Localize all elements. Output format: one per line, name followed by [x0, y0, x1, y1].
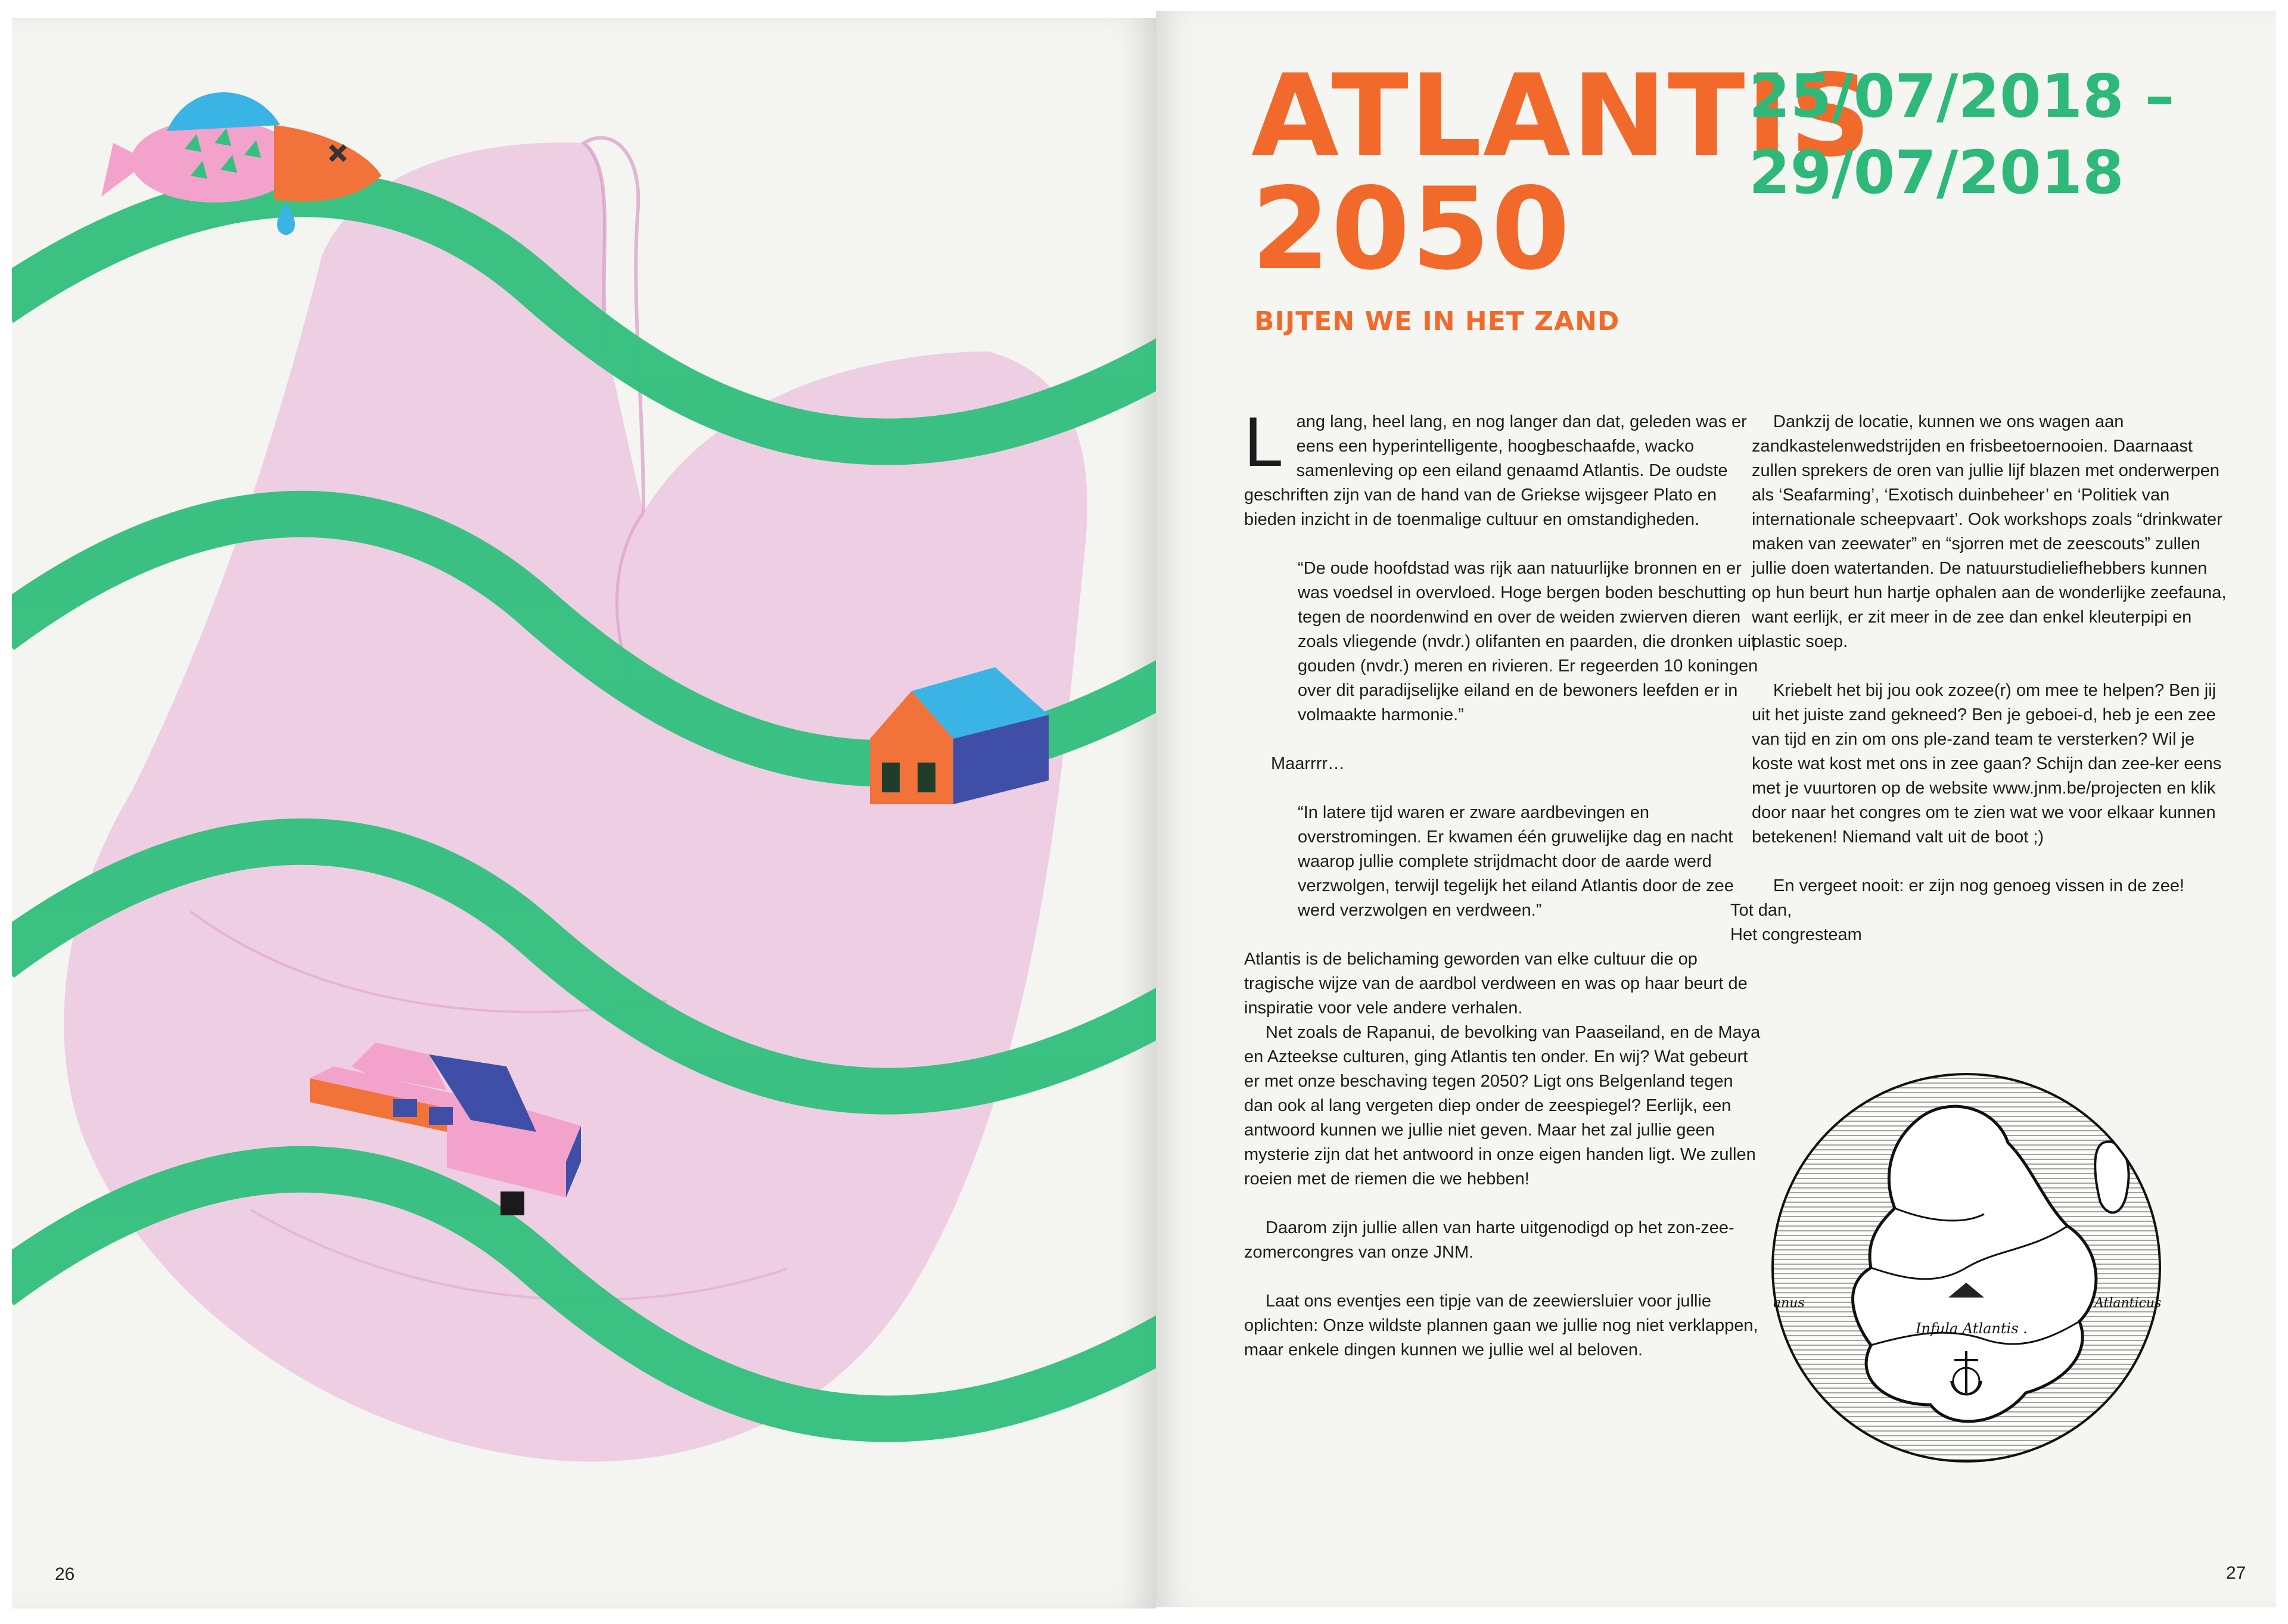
date-end: 29/07/2018 — [1749, 138, 2124, 207]
paragraph-2: Atlantis is de belichaming geworden van elke cultuur die op tragische wijze van de aardbol verdween en was op haar beurt de inspiratie voor vele andere verhalen. — [1244, 950, 1748, 1018]
paragraph-7: Kriebelt het bij jou ook zozee(r) om mee te helpen? Ben jij uit het juiste zand gekneed? Ben je geboei-d, heb je een zee van tijd en zin om ons ple-zand team te versterken? Wil je koste wat kost met ons in zee gaan? Schijn dan zee-ker eens met je vuurtoren op de website www.jnm.be/projecten en klik door naar het congres om te zien wat we voor elkaar kunnen betekenen! Niemand valt uit de boot ;) — [1752, 681, 2222, 847]
page-number-left: 26 — [55, 1564, 75, 1584]
dropcap: L — [1244, 403, 1283, 481]
maarrrr-line: Maarrrr… — [1271, 754, 1345, 773]
paragraph-6: Dankzij de locatie, kunnen we ons wagen aan zandkastelenwedstrijden en frisbeetoernooien. Daarnaast zullen sprekers de oren van jullie lijf blazen met onderwerpen als ‘Seafarming’, ‘Exotisch duinbeheer’ en ‘Politiek van internationale scheepvaart’. Ook workshops zoals “drinkwater maken van zeewater” en “sjorren met de zeescouts” zullen jullie doen watertanden. De natuurstudieliefhebbers kunnen op hun beurt hun hartje ophalen aan de wonderlijke zeefauna, want eerlijk, er zit meer in de zee dan enkel kleuterpipi en plastic soep. — [1752, 412, 2227, 651]
closing: En vergeet nooit: er zijn nog genoeg vissen in de zee! Tot dan, Het congresteam — [1730, 876, 2185, 944]
intro-paragraph: Lang lang, heel lang, en nog langer dan dat, geleden was er eens een hyperintelligente, hoogbeschaafde, wacko samenleving op een eiland genaamd Atlantis. De oudste geschriften zijn van de hand van de Griekse wijsgeer Plato en bieden inzicht in de toenmalige cultuur en omstandigheden. — [1244, 403, 1747, 529]
article-subtitle: BIJTEN WE IN HET ZAND — [1254, 306, 1620, 337]
date-start: 25/07/2018 – — [1749, 61, 2175, 131]
left-page — [12, 18, 1156, 1609]
text-column-1 — [1244, 403, 1762, 1387]
event-dates — [1749, 58, 2175, 211]
text-column-2 — [1730, 410, 2228, 972]
right-page — [1156, 11, 2276, 1607]
title-line2: 2050 — [1251, 163, 1571, 295]
illustration — [12, 18, 1156, 1609]
map-label-left: anus — [1773, 1296, 1805, 1311]
title-line1: ATLANTIS — [1251, 50, 1873, 182]
page-number-right: 27 — [2226, 1563, 2246, 1583]
map-label-right: Atlanticus — [2094, 1296, 2162, 1311]
plato-quote-1: “De oude hoofdstad was rijk aan natuurlijke bronnen en er was voedsel in overvloed. Hoge bergen boden beschutting tegen de noordenwind en over de weiden zwierven dieren zoals vliegende (nvdr.) olifanten en paarden, die dronken uit gouden (nvdr.) meren en rivieren. Er regeerden 10 koningen over dit paradijselijke eiland en de bewoners leefden er in volmaakte harmonie.” — [1298, 559, 1758, 724]
paragraph-4: Daarom zijn jullie allen van harte uitgenodigd op het zon-zee-zomercongres van onze JNM. — [1244, 1218, 1734, 1262]
map-label-island: Infula Atlantis . — [1916, 1320, 2028, 1337]
paragraph-5: Laat ons eventjes een tipje van de zeewiersluier voor jullie oplichten: Onze wildste plannen gaan we jullie nog niet verklappen, maar enkele dingen kunnen we jullie wel al beloven. — [1244, 1292, 1758, 1359]
atlantis-map — [1770, 1071, 2163, 1464]
plato-quote-2: “In latere tijd waren er zware aardbevingen en overstromingen. Er kwamen één gruwelijke dag en nacht waarop jullie complete strijdmacht door de aarde werd verzwolgen, terwijl tegelijk het eiland Atlantis door de zee werd verzwolgen en verdween.” — [1298, 803, 1734, 920]
paragraph-3: Net zoals de Rapanui, de bevolking van Paaseiland, en de Maya en Azteekse culturen, ging Atlantis ten onder. En wij? Wat gebeurt er met onze beschaving tegen 2050? Ligt ons Belgenland tegen dan ook al lang vergeten diep onder de zeespiegel? Eerlijk, een antwoord kunnen we jullie niet geven. Maar het zal jullie geen mysterie zijn dat het antwoord in onze eigen handen ligt. We zullen roeien met de riemen die we hebben! — [1244, 1023, 1761, 1189]
